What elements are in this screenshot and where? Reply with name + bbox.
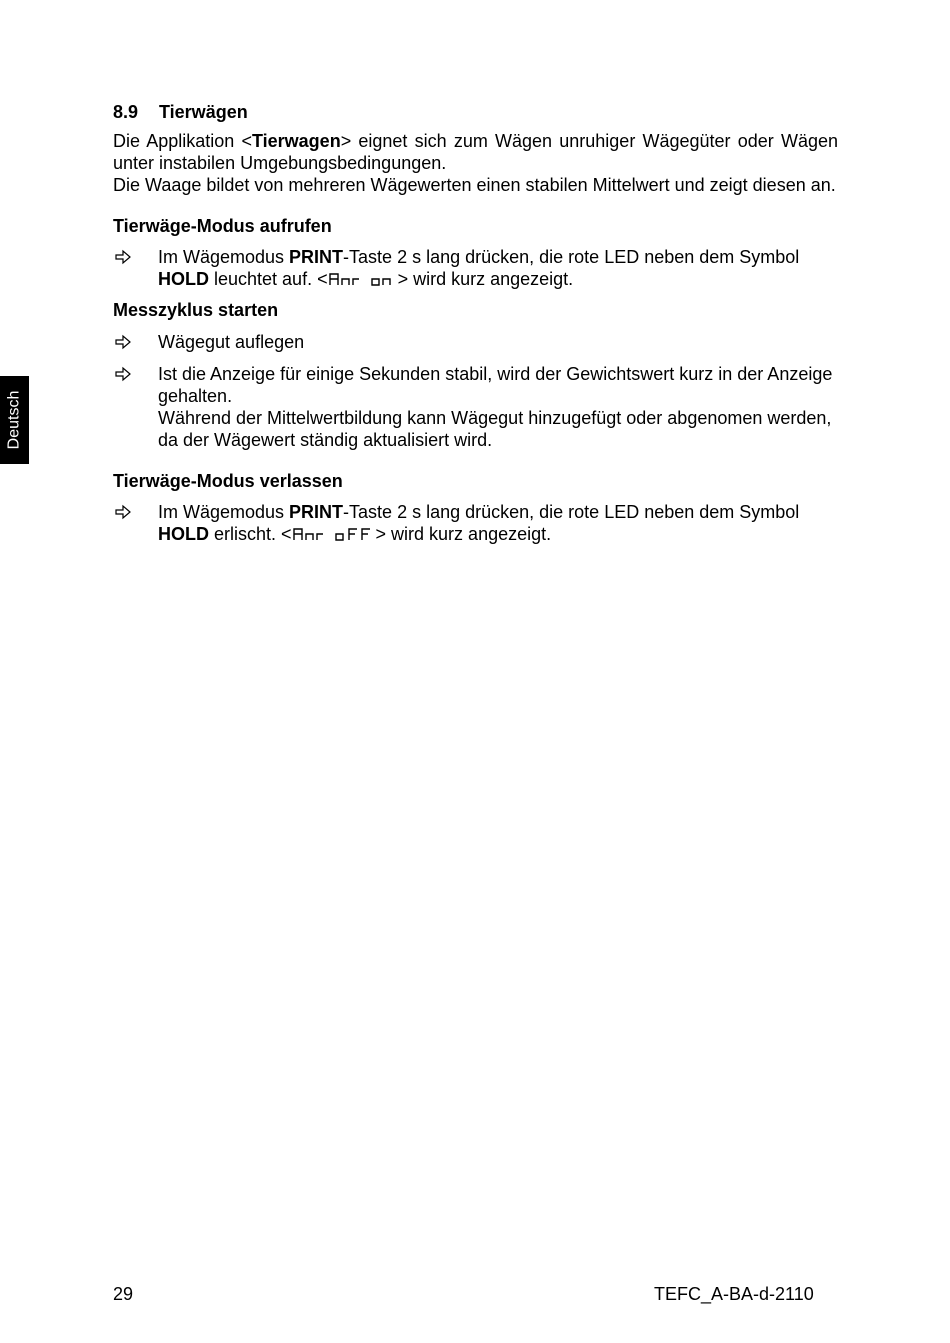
step-text: Im Wägemodus (158, 502, 290, 522)
language-side-tab (0, 376, 29, 464)
step-text: Während der Mittelwertbildung kann Wägegut hinzugefügt oder abgenomen werden, da der Wägewert ständig aktualisiert wird. (158, 408, 832, 450)
step-text: leuchtet auf. < (209, 269, 328, 289)
intro-paragraph-1 (113, 130, 838, 174)
cycle-step-2 (113, 363, 838, 451)
step-text: Ist die Anzeige für einige Sekunden stabil, wird der Gewichtswert kurz in der Anzeige gehalten. (158, 364, 833, 406)
step-text: -Taste 2 s lang drücken, die rote LED neben dem Symbol (343, 502, 800, 522)
step-text: -Taste 2 s lang drücken, die rote LED neben dem Symbol (343, 247, 800, 267)
language-label: Deutsch (5, 390, 23, 450)
step-text: > wird kurz angezeigt. (375, 524, 552, 544)
cycle-step-1 (113, 331, 838, 353)
step-text: Wägegut auflegen (158, 332, 305, 352)
section-number: 8.9 (113, 102, 139, 122)
footer-page-number: 29 (113, 1284, 134, 1304)
step-text: > wird kurz angezeigt. (397, 269, 574, 289)
step-text: Im Wägemodus (158, 247, 290, 267)
hold-symbol-label: HOLD (158, 269, 209, 289)
lcd-display-anr-off (292, 527, 376, 541)
page-content (113, 101, 838, 545)
intro-app-name: Tierwagen (251, 131, 341, 151)
hollow-right-arrow-icon (113, 363, 135, 385)
step-text: erlischt. < (209, 524, 292, 544)
section-title: Tierwägen (159, 102, 248, 122)
cycle-heading: Messzyklus starten (113, 300, 279, 320)
section-heading (113, 101, 838, 123)
intro-text: > eignet sich zum Wägen unruhiger Wägegüter oder Wägen unter instabilen Umgebungsbedingungen. (113, 131, 838, 173)
intro-text: Die Applikation < (113, 131, 252, 151)
hollow-right-arrow-icon (113, 501, 135, 523)
activate-heading: Tierwäge-Modus aufrufen (113, 216, 332, 236)
hold-symbol-label: HOLD (158, 524, 209, 544)
intro-paragraph-2: Die Waage bildet von mehreren Wägewerten einen stabilen Mittelwert und zeigt diesen an. (113, 175, 836, 195)
activate-step (113, 246, 838, 290)
print-key-label: PRINT (289, 502, 344, 522)
deactivate-heading: Tierwäge-Modus verlassen (113, 471, 343, 491)
lcd-display-anr-on (328, 272, 398, 286)
hollow-right-arrow-icon (113, 331, 135, 353)
deactivate-step (113, 501, 838, 545)
footer-document-id: TEFC_A-BA-d-2110 (654, 1284, 814, 1304)
hollow-right-arrow-icon (113, 246, 135, 268)
print-key-label: PRINT (289, 247, 344, 267)
